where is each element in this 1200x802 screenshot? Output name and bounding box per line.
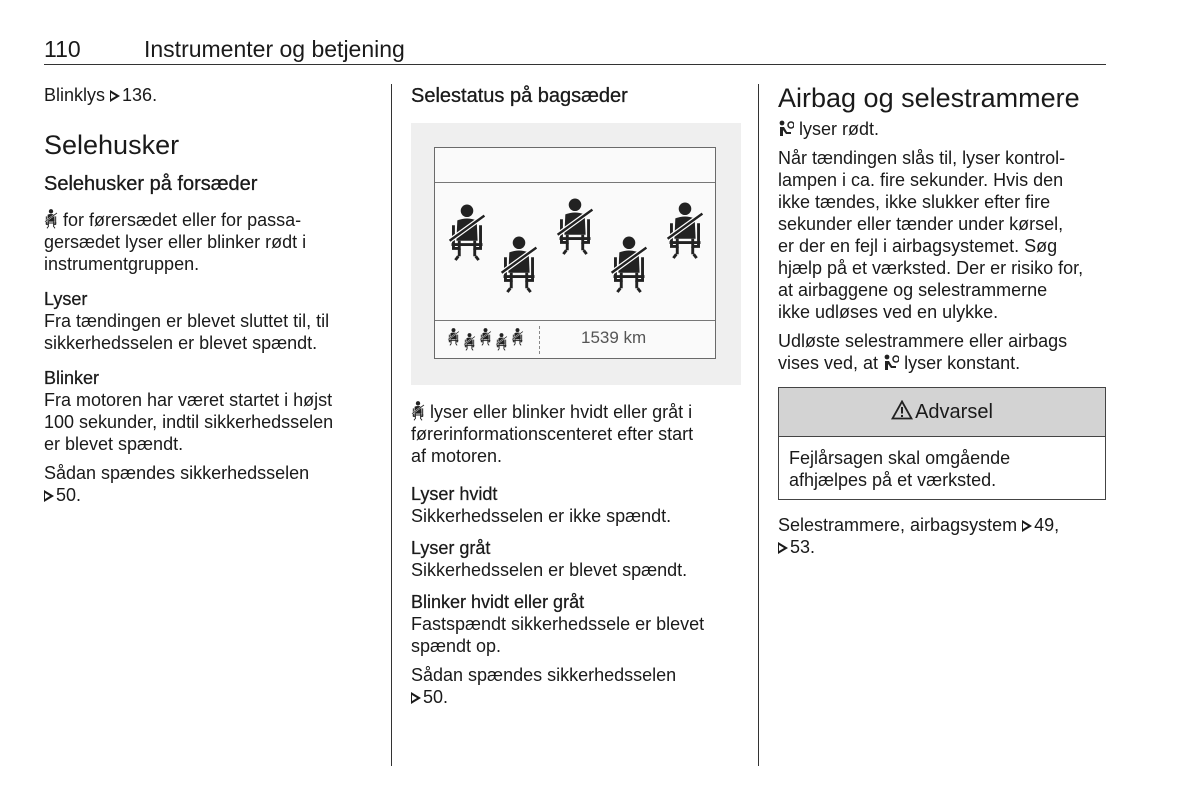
page-ref: 136. xyxy=(122,85,158,105)
page-reference-arrow-icon xyxy=(1022,520,1032,532)
seatbelt-reminder-icon xyxy=(44,209,58,229)
seat-belt-status-icons xyxy=(447,194,705,312)
blinker-text: Fastspændt sikkerhedssele er blevet spændt op. xyxy=(411,614,705,656)
page-ref: 49, xyxy=(1034,515,1060,535)
deployed-description: Udløste selestrammere eller airbags vises ved, at lyser konstant. xyxy=(778,331,1068,373)
page-ref: 50. xyxy=(423,687,449,707)
airbag-icon xyxy=(778,120,794,138)
column-title: Selestatus på bagsæder xyxy=(411,85,628,107)
reference-paragraph: Selestrammere, airbagsystem 49, 53. xyxy=(778,515,1060,557)
running-title: Instrumenter og betjening xyxy=(144,36,405,62)
seatbelt-reminder-icon xyxy=(411,401,425,421)
section-title: Selehusker xyxy=(44,130,180,160)
blinker-heading: Blinker hvidt eller gråt xyxy=(411,592,585,612)
lamp-description: Når tændingen slås til, lyser kontrol- lampen i ca. fire sekunder. Hvis den ikke tændes, ikke slukker efter fire sekunder eller tænder under kørsel, er der en fejl i airbagsystemet. Søg hjælp på et værksted. Der er risiko for, at airbaggene og selestrammerne ikke udløses ved en ulykke. xyxy=(778,148,1084,322)
intro-paragraph: lyser eller blinker hvidt eller gråt i førerinformationscenteret efter start af motoren. xyxy=(411,402,694,466)
lyser-text: Fra tændingen er blevet sluttet til, til sikkerhedsselen er blevet spændt. xyxy=(44,311,330,353)
warning-header xyxy=(779,388,1105,437)
driver-info-display xyxy=(434,147,716,359)
seatbelt-icon-front-right xyxy=(558,198,593,254)
howto-text: Sådan spændes sikkerhedsselen 50. xyxy=(44,463,310,505)
warning-box xyxy=(778,387,1106,500)
small-seatbelt-icons xyxy=(445,328,529,352)
seatbelt-icon-rear-middle xyxy=(612,236,647,292)
display-divider xyxy=(435,320,715,321)
intro-paragraph: for førersædet eller for passa- gersædet lyser eller blinker rødt i instrumentgruppen. xyxy=(44,210,307,274)
blinker-text: Fra motoren har været startet i højst 100 sekunder, indtil sikkerhedsselen er blevet spændt. xyxy=(44,390,334,454)
page-reference-arrow-icon xyxy=(778,542,788,554)
lyser-hvidt-text: Sikkerhedsselen er ikke spændt. xyxy=(411,506,672,526)
reference-line: Blinklys 136. xyxy=(44,85,158,105)
seatbelt-icon-rear-right xyxy=(668,202,703,258)
howto-text: Sådan spændes sikkerhedsselen 50. xyxy=(411,665,677,707)
rear-seat-belt-display-figure xyxy=(411,123,741,385)
odometer-readout: 1539 km xyxy=(581,328,647,347)
lamp-line: lyser rødt. xyxy=(778,118,1106,140)
page-reference-arrow-icon xyxy=(411,692,421,704)
page-ref: 50. xyxy=(56,485,82,505)
warning-body: Fejlårsagen skal omgående afhjælpes på et værksted. xyxy=(789,448,1011,490)
page-reference-arrow-icon xyxy=(110,90,120,102)
blinker-heading: Blinker xyxy=(44,368,100,388)
column-divider xyxy=(758,84,759,766)
column-3 xyxy=(778,82,1106,374)
display-separator xyxy=(539,326,540,354)
page-reference-arrow-icon xyxy=(44,490,54,502)
references xyxy=(778,514,1106,558)
section-title: Airbag og selestrammere xyxy=(778,83,1080,113)
page-ref: 53. xyxy=(790,537,816,557)
page-number: 110 xyxy=(44,36,81,62)
warning-title: Advarsel xyxy=(915,401,993,423)
seatbelt-icon-front-left xyxy=(450,204,485,260)
sub-title: Selehusker på forsæder xyxy=(44,173,258,195)
lyser-heading: Lyser xyxy=(44,289,88,309)
lyser-graat-heading: Lyser gråt xyxy=(411,538,491,558)
lyser-hvidt-heading: Lyser hvidt xyxy=(411,484,498,504)
column-1 xyxy=(44,84,370,506)
column-divider xyxy=(391,84,392,766)
column-2 xyxy=(411,84,741,108)
seatbelt-icon-rear-left xyxy=(502,236,537,292)
column-2-text xyxy=(411,401,741,708)
page-header xyxy=(44,34,1106,65)
airbag-icon xyxy=(883,354,899,372)
lyser-graat-text: Sikkerhedsselen er blevet spændt. xyxy=(411,560,688,580)
display-divider xyxy=(435,182,715,183)
warning-triangle-icon xyxy=(891,400,913,420)
